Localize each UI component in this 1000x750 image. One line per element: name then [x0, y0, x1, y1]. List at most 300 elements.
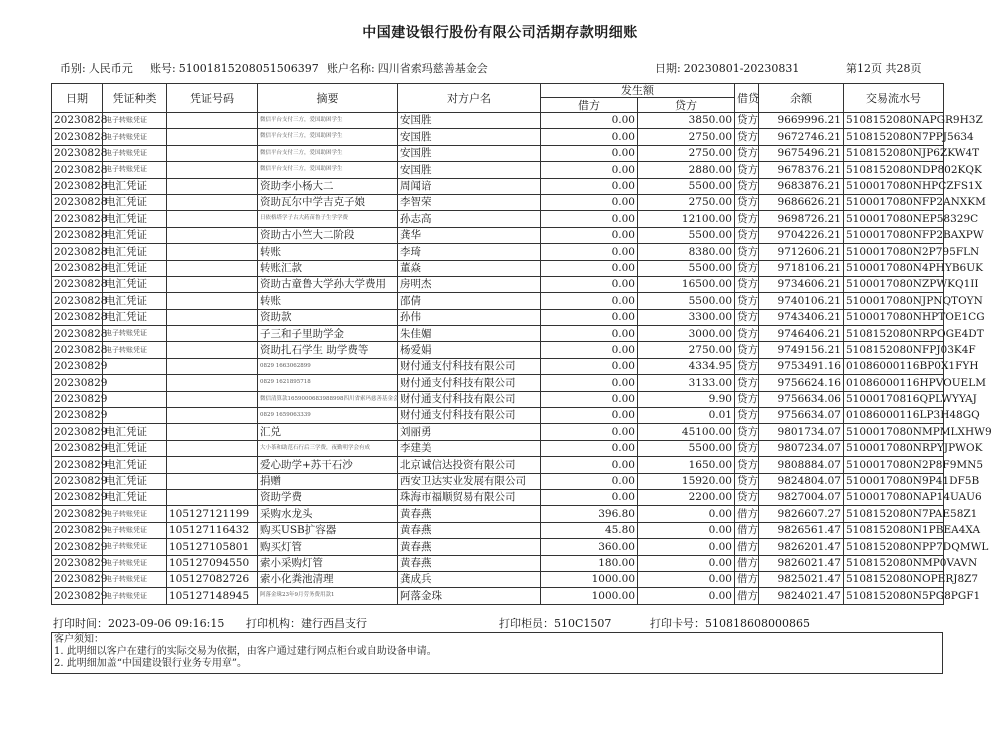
cell-credit: 5500.00 [638, 260, 735, 276]
cell-credit: 16500.00 [638, 276, 735, 292]
cell-voucher-no [167, 194, 258, 210]
cell-credit: 5500.00 [638, 293, 735, 309]
cell-serial: 01086000116LP3H48GQ [844, 408, 944, 424]
cell-dc: 借方 [735, 571, 759, 587]
cell-credit: 3000.00 [638, 326, 735, 342]
cell-voucher-type: 电子转账凭证 [103, 571, 167, 587]
cell-debit: 0.00 [541, 473, 638, 489]
cell-voucher-no [167, 391, 258, 407]
cell-credit: 0.00 [638, 571, 735, 587]
cell-balance: 9746406.21 [759, 326, 844, 342]
cell-voucher-no [167, 489, 258, 505]
cell-summary: 0829 1621895718 [258, 375, 398, 391]
cell-serial: 5100017080NHPCZFS1X [844, 178, 944, 194]
cell-summary: 汇兑 [258, 424, 398, 440]
cell-voucher-no [167, 358, 258, 374]
cell-summary: 日依格塔学子古大药苗鲁子生学学费 [258, 211, 398, 227]
cell-serial: 5108152080NPP7DQMWL [844, 539, 944, 555]
cell-date: 20230828 [52, 276, 103, 292]
cell-serial: 5100017080NHPTOE1CG [844, 309, 944, 325]
cell-credit: 2200.00 [638, 489, 735, 505]
cell-counterparty: 阿落金珠 [398, 588, 541, 604]
cell-debit: 0.00 [541, 211, 638, 227]
cell-voucher-type [103, 391, 167, 407]
cell-voucher-no [167, 227, 258, 243]
cell-credit: 2750.00 [638, 145, 735, 161]
cell-counterparty: 安国胜 [398, 145, 541, 161]
cell-balance: 9698726.21 [759, 211, 844, 227]
cell-voucher-no [167, 113, 258, 129]
cell-credit: 2750.00 [638, 129, 735, 145]
cell-date: 20230829 [52, 506, 103, 522]
cell-debit: 360.00 [541, 539, 638, 555]
table-row [52, 178, 944, 194]
cell-credit: 0.00 [638, 588, 735, 604]
cell-credit: 0.00 [638, 555, 735, 571]
cell-balance: 9740106.21 [759, 293, 844, 309]
cell-counterparty: 财付通支付科技有限公司 [398, 408, 541, 424]
cell-voucher-no [167, 473, 258, 489]
cell-voucher-no [167, 276, 258, 292]
account-name-value: 四川省索玛慈善基金会 [377, 62, 488, 75]
table-row [52, 489, 944, 505]
cell-serial: 51000170816QPLWYYAJ [844, 391, 944, 407]
date-range-info [655, 60, 799, 76]
cell-balance: 9678376.21 [759, 162, 844, 178]
cell-counterparty: 刘丽勇 [398, 424, 541, 440]
cell-balance: 9825021.47 [759, 571, 844, 587]
cell-balance: 9824021.47 [759, 588, 844, 604]
cell-voucher-no [167, 145, 258, 161]
cell-serial: 5100017080NFP2BAXPW [844, 227, 944, 243]
table-row [52, 309, 944, 325]
cell-dc: 贷方 [735, 489, 759, 505]
cell-balance: 9756634.07 [759, 408, 844, 424]
cell-debit: 396.80 [541, 506, 638, 522]
cell-dc: 贷方 [735, 440, 759, 456]
cell-voucher-type [103, 408, 167, 424]
cell-summary: 资助古童鲁大学孙大学费用 [258, 276, 398, 292]
cell-summary: 阿落金珠23年9月劳务费用款1 [258, 588, 398, 604]
cell-debit: 0.00 [541, 276, 638, 292]
cell-debit: 0.00 [541, 326, 638, 342]
currency-label: 币别: [60, 62, 86, 75]
cell-summary: 微信平台支付三方，爱国助困学生 [258, 129, 398, 145]
account-name-label: 账户名称: [327, 62, 375, 75]
cell-date: 20230828 [52, 162, 103, 178]
cell-voucher-type: 电汇凭证 [103, 276, 167, 292]
table-row [52, 473, 944, 489]
cell-summary: 资助古小竺大二阶段 [258, 227, 398, 243]
cell-voucher-type: 电汇凭证 [103, 244, 167, 260]
cell-voucher-type: 电子转账凭证 [103, 539, 167, 555]
cell-date: 20230828 [52, 309, 103, 325]
cell-serial: 5100017080N9P41DF5B [844, 473, 944, 489]
cell-date: 20230828 [52, 260, 103, 276]
cell-balance: 9756634.06 [759, 391, 844, 407]
header-voucher-type: 凭证种类 [103, 84, 167, 113]
cell-counterparty: 董焱 [398, 260, 541, 276]
cell-voucher-type: 电汇凭证 [103, 489, 167, 505]
cell-dc: 贷方 [735, 244, 759, 260]
table-row [52, 129, 944, 145]
cell-balance: 9683876.21 [759, 178, 844, 194]
cell-credit: 0.01 [638, 408, 735, 424]
header-balance: 余额 [759, 84, 844, 113]
cell-dc: 贷方 [735, 309, 759, 325]
cell-dc: 贷方 [735, 342, 759, 358]
cell-voucher-type: 电汇凭证 [103, 293, 167, 309]
cell-date: 20230828 [52, 113, 103, 129]
cell-dc: 贷方 [735, 473, 759, 489]
cell-dc: 贷方 [735, 276, 759, 292]
cell-debit: 0.00 [541, 178, 638, 194]
cell-debit: 0.00 [541, 194, 638, 210]
cell-date: 20230829 [52, 391, 103, 407]
cell-voucher-no [167, 408, 258, 424]
cell-credit: 4334.95 [638, 358, 735, 374]
cell-serial: 5108152080N1PBEA4XA [844, 522, 944, 538]
cell-voucher-type: 电汇凭证 [103, 211, 167, 227]
cell-voucher-type: 电子转账凭证 [103, 506, 167, 522]
header-counterparty: 对方户名 [398, 84, 541, 113]
cell-date: 20230828 [52, 178, 103, 194]
cell-summary: 资助学费 [258, 489, 398, 505]
cell-balance: 9686626.21 [759, 194, 844, 210]
cell-counterparty: 李琦 [398, 244, 541, 260]
cell-balance: 9808884.07 [759, 457, 844, 473]
cell-date: 20230828 [52, 129, 103, 145]
cell-debit: 0.00 [541, 489, 638, 505]
cell-counterparty: 财付通支付科技有限公司 [398, 375, 541, 391]
header-dc: 借贷 [735, 84, 759, 113]
cell-credit: 9.90 [638, 391, 735, 407]
cell-summary: 大小茶和助范石行后三学费，夜勤明学会有成 [258, 440, 398, 456]
cell-voucher-type: 电子转账凭证 [103, 162, 167, 178]
cell-summary: 资助瓦尔中学吉克子娘 [258, 194, 398, 210]
header-credit: 贷方 [638, 98, 735, 113]
cell-serial: 5100017080NRPYJPWOK [844, 440, 944, 456]
cell-summary: 资助李小杨大二 [258, 178, 398, 194]
cell-voucher-type: 电汇凭证 [103, 260, 167, 276]
table-row [52, 293, 944, 309]
cell-counterparty: 安国胜 [398, 162, 541, 178]
customer-notice [51, 632, 943, 674]
cell-counterparty: 周闻谙 [398, 178, 541, 194]
cell-serial: 5108152080NJP6ZKW4T [844, 145, 944, 161]
cell-date: 20230828 [52, 211, 103, 227]
cell-debit: 0.00 [541, 408, 638, 424]
cell-serial: 5108152080NOPERJ8Z7 [844, 571, 944, 587]
cell-credit: 15920.00 [638, 473, 735, 489]
cell-serial: 5100017080NFP2ANXKM [844, 194, 944, 210]
cell-date: 20230829 [52, 555, 103, 571]
cell-summary: 转账汇款 [258, 260, 398, 276]
cell-voucher-no: 105127082726 [167, 571, 258, 587]
cell-debit: 0.00 [541, 129, 638, 145]
cell-date: 20230829 [52, 522, 103, 538]
cell-balance: 9756624.16 [759, 375, 844, 391]
cell-credit: 2750.00 [638, 194, 735, 210]
cell-dc: 贷方 [735, 145, 759, 161]
cell-credit: 3300.00 [638, 309, 735, 325]
cell-dc: 贷方 [735, 408, 759, 424]
cell-serial: 5100017080N2P795FLN [844, 244, 944, 260]
table-row [52, 358, 944, 374]
notice-heading: 客户须知： [54, 634, 104, 645]
cell-voucher-no: 105127116432 [167, 522, 258, 538]
cell-summary: 资助款 [258, 309, 398, 325]
cell-serial: 5100017080N2P8F9MN5 [844, 457, 944, 473]
cell-balance: 9672746.21 [759, 129, 844, 145]
cell-counterparty: 珠海市福顺贸易有限公司 [398, 489, 541, 505]
cell-counterparty: 房明杰 [398, 276, 541, 292]
cell-voucher-type: 电子转账凭证 [103, 342, 167, 358]
cell-dc: 贷方 [735, 178, 759, 194]
table-row [52, 391, 944, 407]
cell-summary: 资助扎石学生 助学费等 [258, 342, 398, 358]
cell-date: 20230829 [52, 457, 103, 473]
header-amount: 发生额 [541, 84, 735, 98]
cell-voucher-no: 105127094550 [167, 555, 258, 571]
cell-dc: 贷方 [735, 194, 759, 210]
table-row [52, 588, 944, 604]
print-time: 打印时间：2023-09-06 09:16:15 [53, 617, 225, 630]
cell-serial: 5108152080NAPGR9H3Z [844, 113, 944, 129]
cell-date: 20230829 [52, 571, 103, 587]
cell-counterparty: 安国胜 [398, 113, 541, 129]
print-card: 打印卡号：510818608000865 [650, 617, 810, 630]
cell-summary: 微信平台支付三方，爱国助困学生 [258, 162, 398, 178]
cell-debit: 0.00 [541, 309, 638, 325]
cell-serial: 5100017080NAP14UAU6 [844, 489, 944, 505]
cell-dc: 贷方 [735, 162, 759, 178]
notice-line-1: 1. 此明细以客户在建行的实际交易为依据，由客户通过建行网点柜台或自助设备申请。 [54, 646, 437, 657]
cell-debit: 0.00 [541, 145, 638, 161]
print-counter: 打印柜员：510C1507 [499, 617, 612, 630]
account-info [150, 60, 319, 76]
cell-dc: 贷方 [735, 326, 759, 342]
cell-balance: 9826201.47 [759, 539, 844, 555]
cell-debit: 0.00 [541, 293, 638, 309]
cell-dc: 贷方 [735, 457, 759, 473]
cell-voucher-type: 电汇凭证 [103, 424, 167, 440]
table-row [52, 194, 944, 210]
cell-voucher-no [167, 244, 258, 260]
cell-voucher-type [103, 375, 167, 391]
cell-voucher-no [167, 129, 258, 145]
cell-date: 20230829 [52, 424, 103, 440]
notice-line-2: 2. 此明细加盖“中国建设银行业务专用章”。 [54, 658, 247, 669]
cell-voucher-type: 电子转账凭证 [103, 555, 167, 571]
cell-debit: 0.00 [541, 391, 638, 407]
cell-voucher-type: 电子转账凭证 [103, 129, 167, 145]
table-row [52, 162, 944, 178]
cell-voucher-no [167, 211, 258, 227]
cell-date: 20230828 [52, 227, 103, 243]
cell-voucher-no [167, 375, 258, 391]
cell-dc: 借方 [735, 506, 759, 522]
cell-serial: 5108152080NMP0VAVN [844, 555, 944, 571]
cell-voucher-no [167, 326, 258, 342]
cell-credit: 45100.00 [638, 424, 735, 440]
cell-balance: 9827004.07 [759, 489, 844, 505]
cell-voucher-no [167, 178, 258, 194]
cell-voucher-type: 电汇凭证 [103, 227, 167, 243]
cell-summary: 索小化粪池清理 [258, 571, 398, 587]
table-row [52, 375, 944, 391]
cell-debit: 0.00 [541, 162, 638, 178]
table-row [52, 342, 944, 358]
table-row [52, 522, 944, 538]
cell-balance: 9712606.21 [759, 244, 844, 260]
cell-date: 20230829 [52, 539, 103, 555]
cell-summary: 购买灯管 [258, 539, 398, 555]
cell-counterparty: 财付通支付科技有限公司 [398, 358, 541, 374]
cell-serial: 5108152080N5PG8PGF1 [844, 588, 944, 604]
cell-balance: 9734606.21 [759, 276, 844, 292]
page-indicator: 第12页 共28页 [846, 62, 922, 75]
date-range-label: 日期: [655, 62, 681, 75]
cell-date: 20230829 [52, 473, 103, 489]
cell-balance: 9669996.21 [759, 113, 844, 129]
currency-value: 人民币元 [88, 62, 133, 75]
cell-counterparty: 孙志高 [398, 211, 541, 227]
cell-balance: 9718106.21 [759, 260, 844, 276]
cell-summary: 爱心助学+苏干石沙 [258, 457, 398, 473]
cell-voucher-no: 105127105801 [167, 539, 258, 555]
cell-summary: 微信平台支付三方，爱国助困学生 [258, 145, 398, 161]
table-row [52, 260, 944, 276]
cell-dc: 借方 [735, 522, 759, 538]
cell-voucher-type [103, 358, 167, 374]
account-name-info [327, 60, 488, 76]
cell-summary: 购买USB扩容器 [258, 522, 398, 538]
cell-voucher-type: 电子转账凭证 [103, 113, 167, 129]
cell-date: 20230829 [52, 375, 103, 391]
cell-serial: 5100017080NMPMLXHW9 [844, 424, 944, 440]
cell-voucher-type: 电汇凭证 [103, 440, 167, 456]
cell-date: 20230828 [52, 342, 103, 358]
cell-debit: 0.00 [541, 342, 638, 358]
cell-credit: 5500.00 [638, 440, 735, 456]
cell-voucher-no [167, 293, 258, 309]
cell-credit: 1650.00 [638, 457, 735, 473]
cell-balance: 9801734.07 [759, 424, 844, 440]
cell-dc: 贷方 [735, 424, 759, 440]
cell-summary: 转账 [258, 244, 398, 260]
cell-counterparty: 黄春燕 [398, 522, 541, 538]
cell-counterparty: 黄春燕 [398, 506, 541, 522]
table-row [52, 145, 944, 161]
cell-serial: 5108152080NFPJ03K4F [844, 342, 944, 358]
cell-dc: 贷方 [735, 375, 759, 391]
cell-date: 20230828 [52, 293, 103, 309]
cell-balance: 9749156.21 [759, 342, 844, 358]
cell-balance: 9753491.16 [759, 358, 844, 374]
cell-credit: 12100.00 [638, 211, 735, 227]
cell-counterparty: 龚华 [398, 227, 541, 243]
cell-voucher-type: 电子转账凭证 [103, 522, 167, 538]
table-row [52, 571, 944, 587]
cell-credit: 3133.00 [638, 375, 735, 391]
table-row [52, 408, 944, 424]
cell-balance: 9743406.21 [759, 309, 844, 325]
table-row [52, 227, 944, 243]
cell-serial: 5108152080NRPOGE4DT [844, 326, 944, 342]
cell-counterparty: 龚成兵 [398, 571, 541, 587]
cell-serial: 5108152080NDP802KQK [844, 162, 944, 178]
cell-voucher-no [167, 260, 258, 276]
cell-credit: 8380.00 [638, 244, 735, 260]
cell-balance: 9826607.27 [759, 506, 844, 522]
cell-dc: 贷方 [735, 113, 759, 129]
table-row [52, 555, 944, 571]
cell-summary: 子三和子里助学金 [258, 326, 398, 342]
cell-date: 20230829 [52, 408, 103, 424]
cell-serial: 01086000116BP0X1FYH [844, 358, 944, 374]
cell-counterparty: 北京诚信达投资有限公司 [398, 457, 541, 473]
cell-summary: 转账 [258, 293, 398, 309]
page-title: 中国建设银行股份有限公司活期存款明细账 [362, 25, 638, 41]
cell-credit: 0.00 [638, 539, 735, 555]
cell-balance: 9826561.47 [759, 522, 844, 538]
cell-dc: 贷方 [735, 391, 759, 407]
cell-dc: 贷方 [735, 211, 759, 227]
cell-counterparty: 西安卫达实业发展有限公司 [398, 473, 541, 489]
cell-serial: 5108152080N7PAE58Z1 [844, 506, 944, 522]
cell-voucher-no [167, 342, 258, 358]
cell-dc: 贷方 [735, 358, 759, 374]
table-row [52, 506, 944, 522]
date-range-value: 20230801-20230831 [683, 62, 800, 75]
table-row [52, 326, 944, 342]
cell-counterparty: 财付通支付科技有限公司 [398, 391, 541, 407]
cell-voucher-no [167, 309, 258, 325]
cell-balance: 9807234.07 [759, 440, 844, 456]
cell-credit: 5500.00 [638, 178, 735, 194]
cell-date: 20230828 [52, 194, 103, 210]
cell-debit: 0.00 [541, 244, 638, 260]
cell-serial: 5100017080N4PHYB6UK [844, 260, 944, 276]
cell-summary: 索小采购灯管 [258, 555, 398, 571]
cell-counterparty: 李智荣 [398, 194, 541, 210]
cell-debit: 0.00 [541, 113, 638, 129]
cell-serial: 5100017080NZPWKQ1II [844, 276, 944, 292]
cell-summary: 微信清算款1659000683988998四川省索玛慈善基金会 [258, 391, 398, 407]
cell-counterparty: 李建美 [398, 440, 541, 456]
cell-date: 20230829 [52, 588, 103, 604]
table-row [52, 211, 944, 227]
cell-credit: 3850.00 [638, 113, 735, 129]
cell-voucher-type: 电子转账凭证 [103, 326, 167, 342]
transactions-body [52, 113, 992, 605]
cell-voucher-type: 电汇凭证 [103, 178, 167, 194]
cell-serial: 5100017080NJPNQTOYN [844, 293, 944, 309]
cell-debit: 0.00 [541, 358, 638, 374]
cell-credit: 0.00 [638, 522, 735, 538]
cell-credit: 2880.00 [638, 162, 735, 178]
header-serial: 交易流水号 [844, 84, 944, 113]
cell-debit: 45.80 [541, 522, 638, 538]
table-row [52, 244, 944, 260]
cell-summary: 捐赠 [258, 473, 398, 489]
cell-balance: 9826021.47 [759, 555, 844, 571]
cell-voucher-type: 电汇凭证 [103, 457, 167, 473]
cell-credit: 0.00 [638, 506, 735, 522]
cell-serial: 01086000116HPVOUELM [844, 375, 944, 391]
cell-date: 20230828 [52, 244, 103, 260]
